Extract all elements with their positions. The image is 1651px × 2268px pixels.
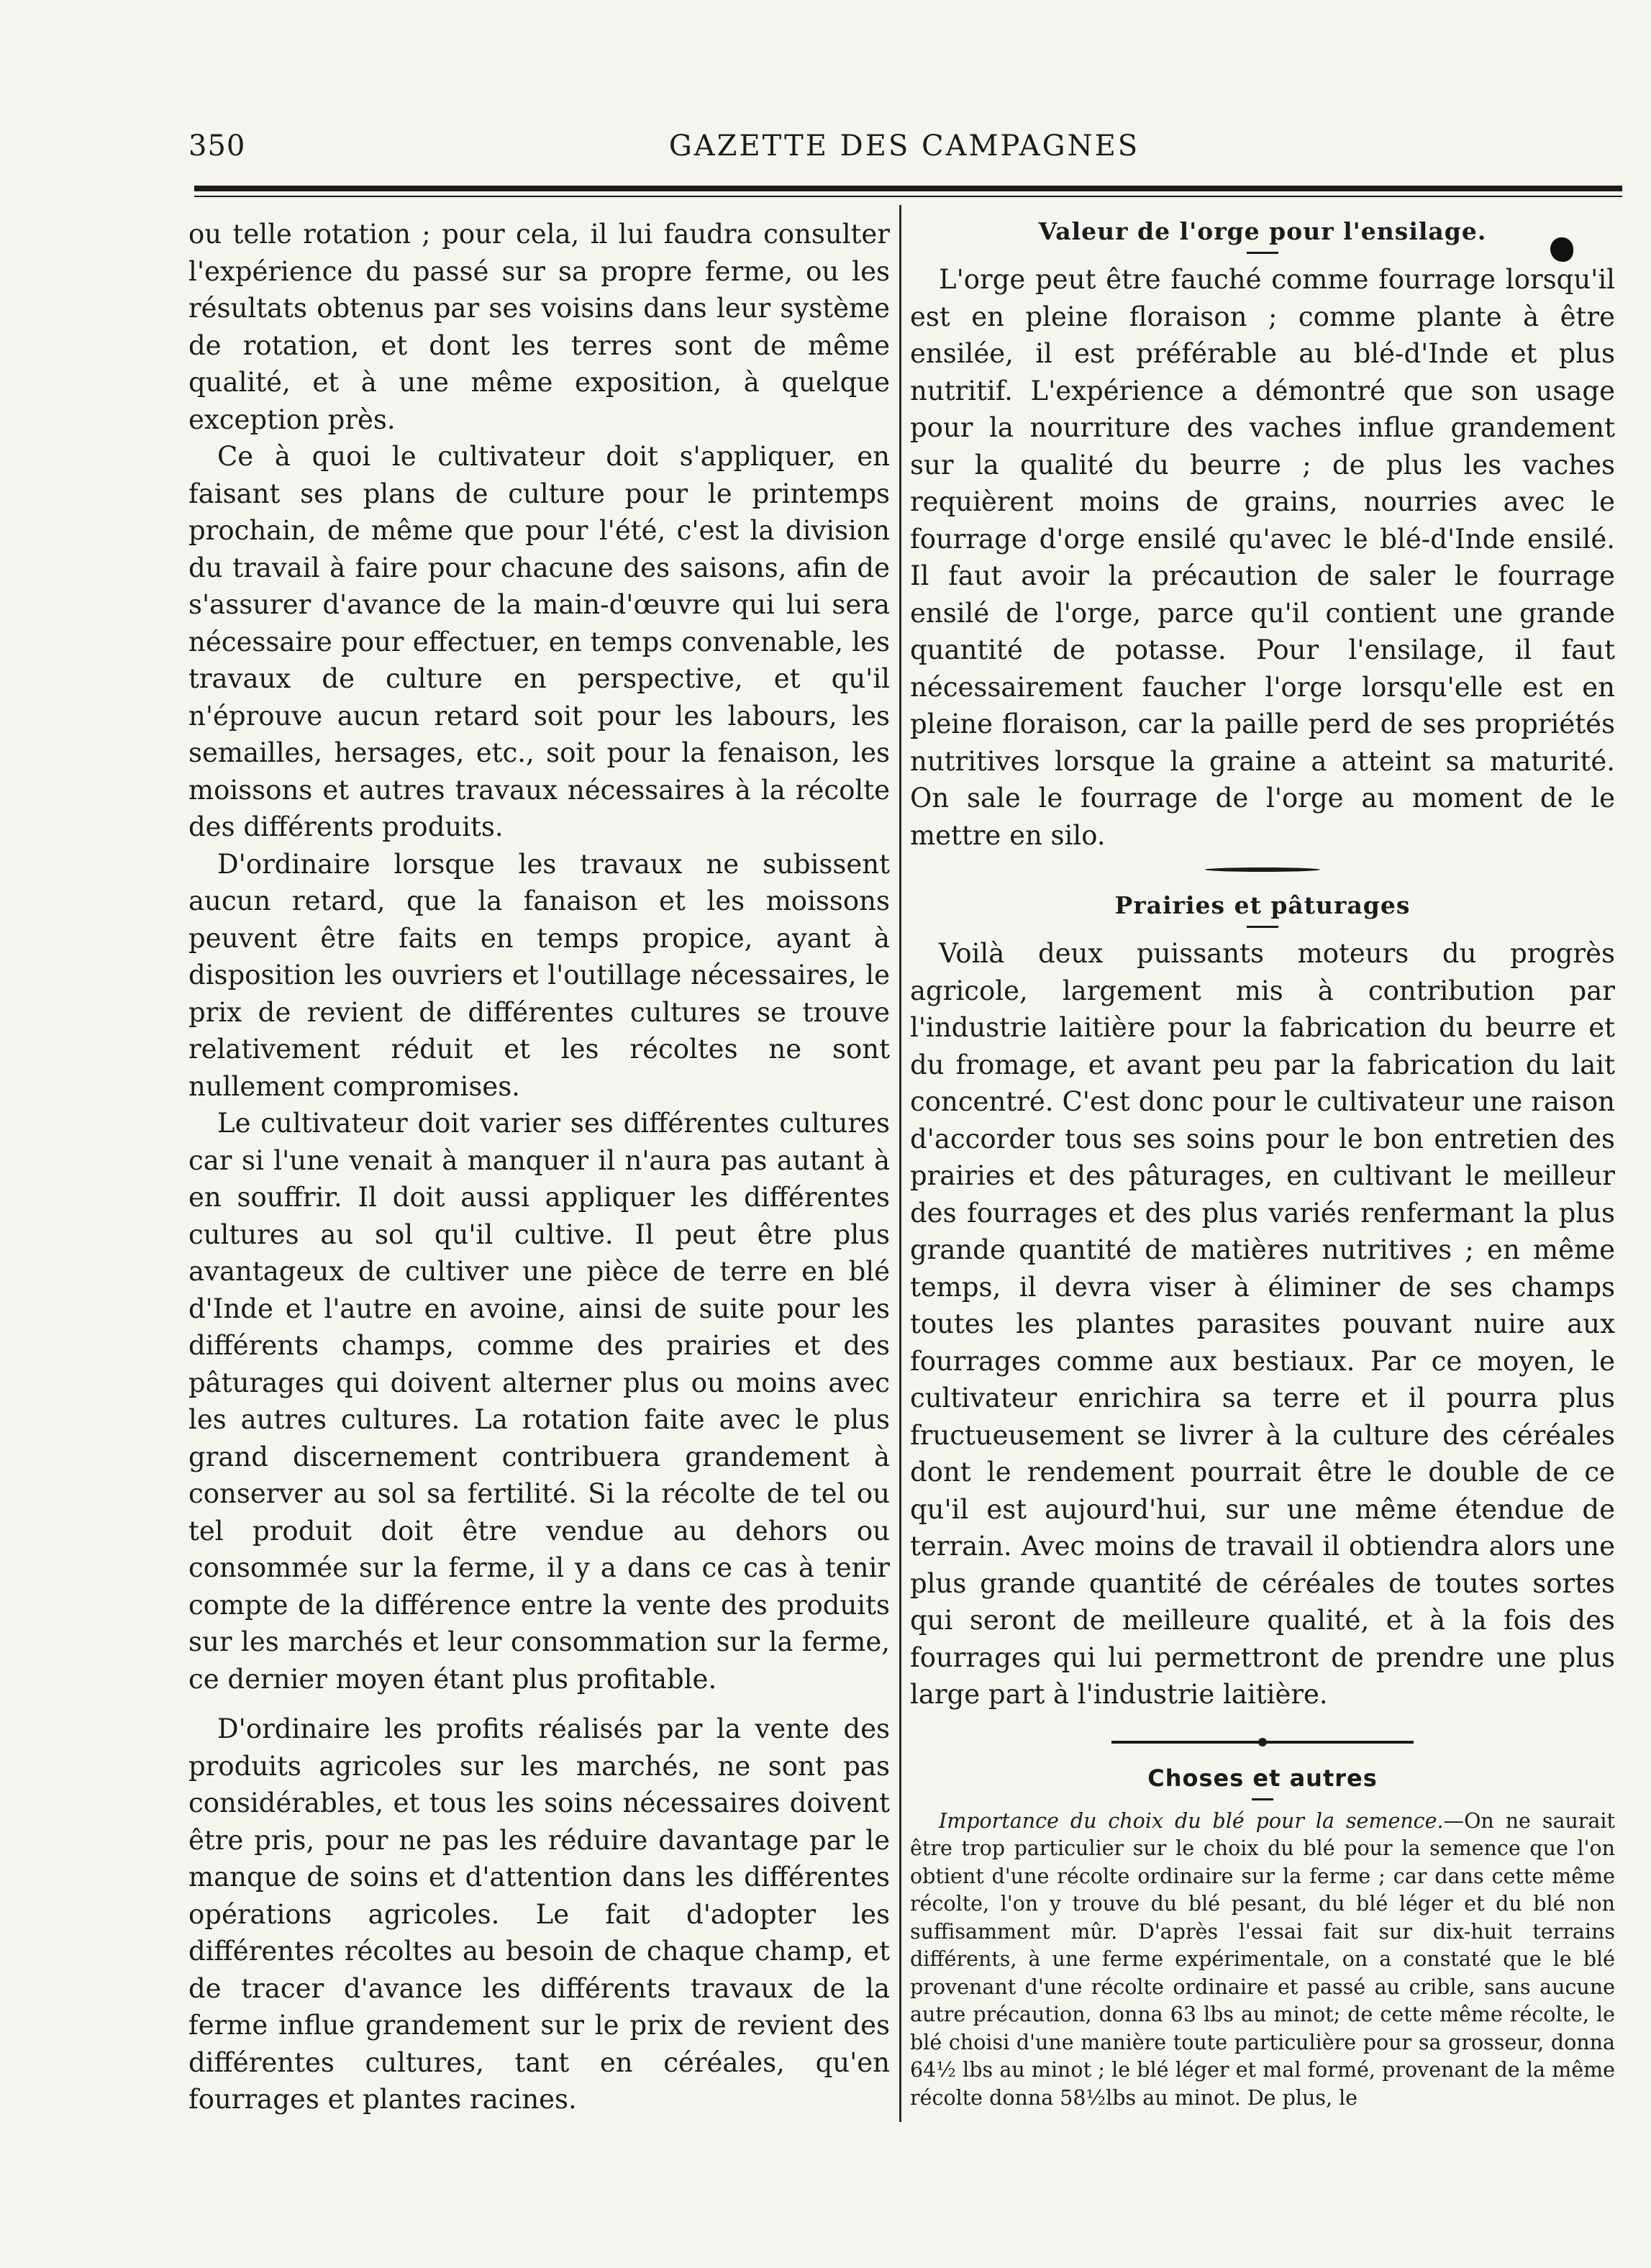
- title-dash: [1247, 926, 1278, 928]
- title-dash: [1247, 252, 1278, 254]
- article-text-choses: [910, 1808, 1615, 2113]
- left-paragraph-1: ou telle rotation ; pour cela, il lui faudra consulter l'expérience du passé sur sa propre ferme, ou les résultats obtenus par ses voisins dans leur système de rotation, et dont les terres sont de même qualité, et à une même exposition, à quelque exception près.: [188, 219, 890, 435]
- article-title-orge: Valeur de l'orge pour l'ensilage.: [1038, 217, 1487, 245]
- article-text-orge: L'orge peut être fauché comme fourrage lorsqu'il est en pleine floraison ; comme plante à être ensilée, il est préférable au blé-d'Inde et plus nutritif. L'expérience a démontré que son usage pour la nourriture des vaches influe grandement sur la qualité du beurre ; de plus les vaches requièrent moins de grains, nourries avec le fourrage d'orge ensilé qu'avec le blé-d'Inde ensilé. Il faut avoir la précaution de saler le fourrage ensilé de l'orge, parce qu'il contient une grande quantité de potasse. Pour l'ensilage, il faut nécessairement faucher l'orge lorsqu'elle est en pleine floraison, car la paille perd de ses propriétés nutritives lorsque la graine a atteint sa maturité. On sale le fourrage de l'orge au moment de le mettre en silo.: [910, 264, 1615, 851]
- header-rule-thin: [194, 196, 1622, 197]
- column-divider: [899, 205, 901, 2122]
- left-paragraph-2: Ce à quoi le cultivateur doit s'appliquer, en faisant ses plans de culture pour le printemps prochain, de même que pour l'été, c'est la division du travail à faire pour chacune des saisons, afin de s'assurer d'avance de la main-d'œuvre qui lui sera nécessaire pour effectuer, en temps convenable, les travaux de culture en perspective, et qu'il n'éprouve aucun retard soit pour les labours, les semailles, hersages, etc., soit pour la fenaison, les moissons et autres travaux nécessaires à la récolte des différents produits.: [188, 441, 890, 842]
- section-separator: [1176, 862, 1349, 877]
- left-paragraph-5: D'ordinaire les profits réalisés par la vente des produits agricoles sur les marchés, ne sont pas considérables, et tous les soins nécessaires doivent être pris, pour ne pas les réduire davantage par le manque de soins et d'attention dans les différentes opérations agricoles. Le fait d'adopter les différentes récoltes au besoin de chaque champ, et de tracer d'avance les différents travaux de la ferme influe grandement sur le prix de revient des différentes cultures, tant en céréales, qu'en fourrages et plantes racines.: [188, 1713, 890, 2115]
- section-separator-ornament: [1111, 1735, 1414, 1749]
- separator-line: [1205, 867, 1320, 872]
- article-title-choses: Choses et autres: [1147, 1764, 1378, 1792]
- left-paragraph-3: D'ordinaire lorsque les travaux ne subissent aucun retard, que la fanaison et les moissons peuvent être faits en temps propice, ayant à disposition les ouvriers et l'outillage nécessaires, le prix de revient de différentes cultures se trouve relativement réduit et les récoltes ne sont nullement compromises.: [188, 848, 890, 1102]
- article-orge: [910, 216, 1615, 854]
- page-number: 350: [188, 129, 246, 163]
- title-dash: [1252, 1798, 1273, 1800]
- article-choses: [910, 1762, 1615, 2113]
- separator-dot: [1258, 1738, 1267, 1746]
- page-header: [188, 129, 1620, 173]
- left-column: [188, 216, 890, 2118]
- article-body-choses: —On ne saurait être trop particulier sur le choix du blé pour la semence que l'on obtient d'une récolte ordinaire sur la ferme ; car dans cette même récolte, l'on y trouve du blé pesant, du blé léger et du blé non suffisamment mûr. D'après l'essai fait sur dix-huit terrains différents, à une ferme expérimentale, on a constaté que le blé provenant d'une récolte ordinaire et passé au crible, sans aucune autre précaution, donna 63 lbs au minot; de cette même récolte, le blé choisi d'une manière toute particulière pour sa grosseur, donna 64½ lbs au minot ; le blé léger et mal formé, provenant de la même récolte donna 58½lbs au minot. De plus, le: [910, 1808, 1615, 2110]
- article-subhead-choses: Importance du choix du blé pour la semence.: [939, 1808, 1444, 1833]
- header-rule-thick: [194, 186, 1622, 191]
- article-text-prairies: Voilà deux puissants moteurs du progrès agricole, largement mis à contribution par l'industrie laitière pour la fabrication du beurre et du fromage, et avant peu par la fabrication du lait concentré. C'est donc pour le cultivateur une raison d'accorder tous ses soins pour le bon entretien des prairies et des pâturages, en cultivant le meilleur des fourrages et des plus variés renfermant la plus grande quantité de matières nutritives ; en même temps, il devra viser à éliminer de ses champs toutes les plantes parasites pouvant nuire aux fourrages comme aux bestiaux. Par ce moyen, le cultivateur enrichira sa terre et il pourra plus fructueusement se livrer à la culture des céréales dont le rendement pourrait être le double de ce qu'il est aujourd'hui, sur une même étendue de terrain. Avec moins de travail il obtiendra alors une plus grande quantité de céréales de toutes sortes qui seront de meilleure qualité, et à la fois des fourrages qui lui permettront de prendre une plus large part à l'industrie laitière.: [910, 938, 1615, 1710]
- journal-title: GAZETTE DES CAMPAGNES: [668, 129, 1140, 163]
- article-prairies: [910, 890, 1615, 1713]
- left-paragraph-4: Le cultivateur doit varier ses différentes cultures car si l'une venait à manquer il n'aura pas autant à en souffrir. Il doit aussi appliquer les différentes cultures au sol qu'il cultive. Il peut être plus avantageux de cultiver une pièce de terre en blé d'Inde et l'autre en avoine, ainsi de suite pour les différents champs, comme des prairies et des pâturages qui doivent alterner plus ou moins avec les autres cultures. La rotation faite avec le plus grand discernement contribuera grandement à conserver au sol sa fertilité. Si la récolte de tel ou tel produit doit être vendue au dehors ou consommée sur la ferme, il y a dans ce cas à tenir compte de la différence entre la vente des produits sur les marchés et leur consommation sur la ferme, ce dernier moyen étant plus profitable.: [188, 1108, 890, 1695]
- article-title-prairies: Prairies et pâturages: [1114, 891, 1411, 919]
- right-column: [910, 216, 1615, 2112]
